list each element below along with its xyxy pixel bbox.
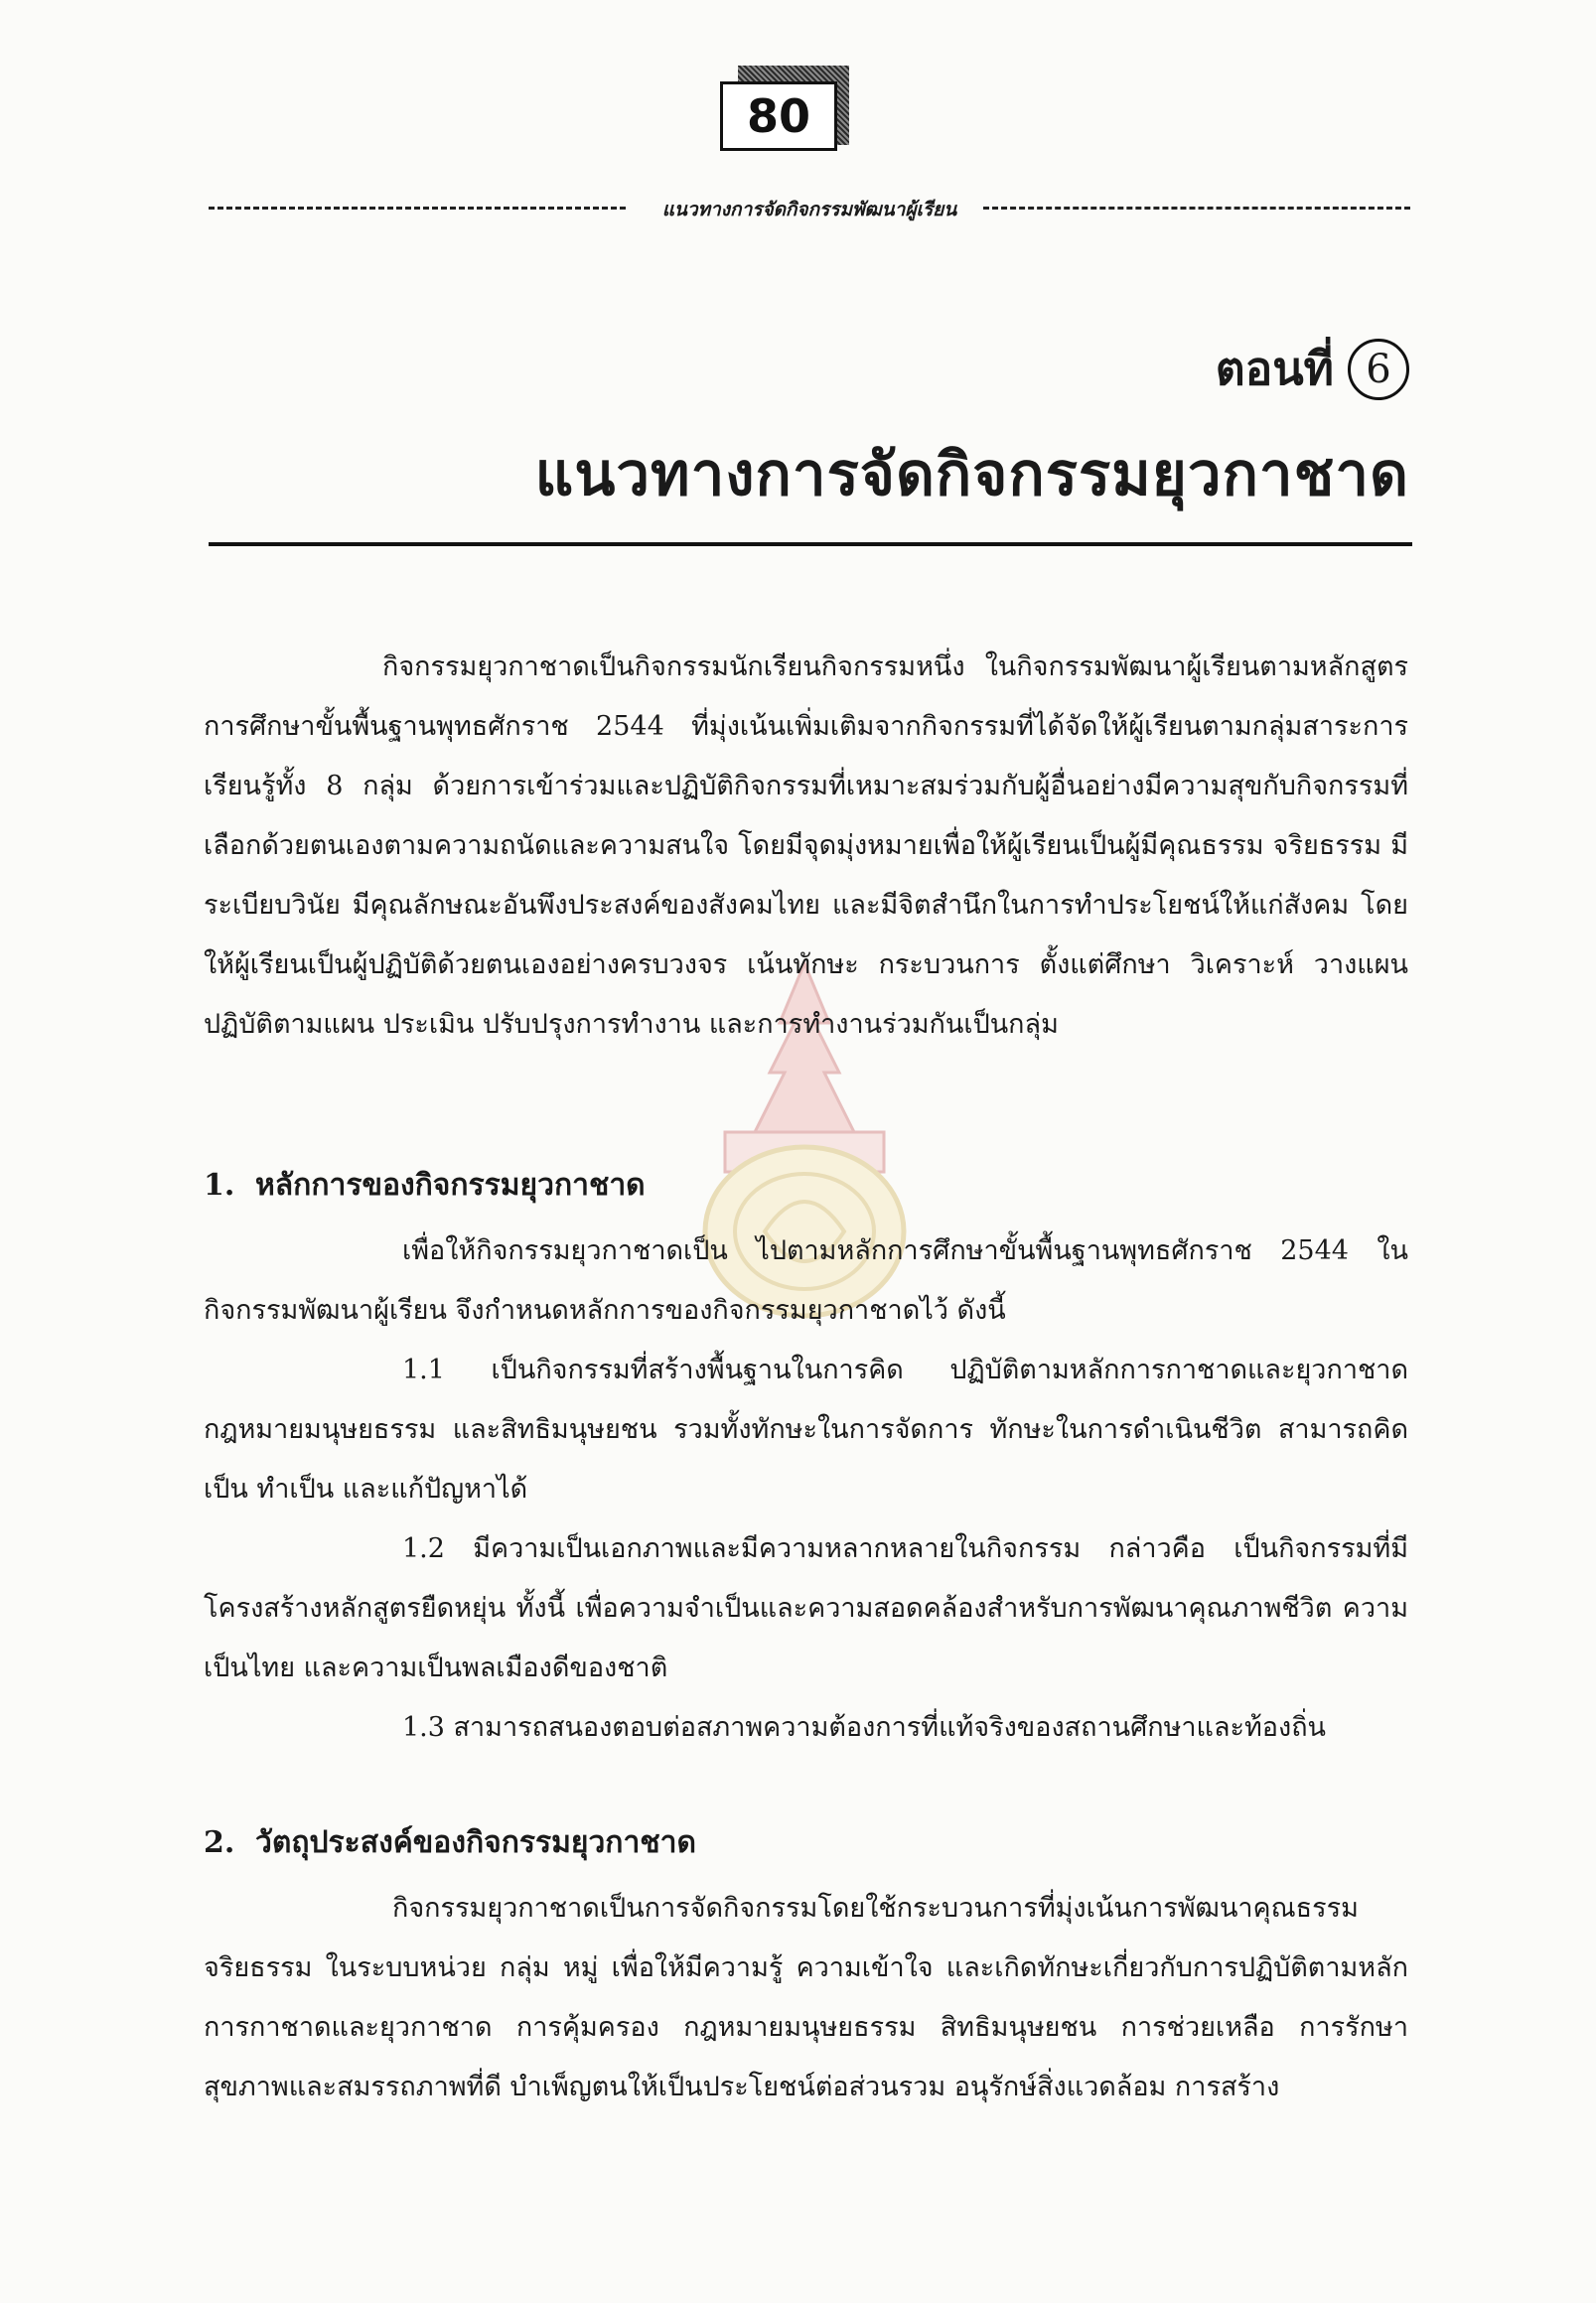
running-header-title: แนวทางการจัดกิจกรรมพัฒนาผู้เรียน: [661, 199, 957, 220]
section-2-paragraph: กิจกรรมยุวกาชาดเป็นการจัดกิจกรรมโดยใช้กระบวนการที่มุ่งเน้นการพัฒนาคุณธรรม จริยธรรม ในระบบหน่วย กลุ่ม หมู่ เพื่อให้มีความรู้ ความเข้าใจ และเกิดทักษะเกี่ยวกับการปฏิบัติตามหลักการกาชาดและยุวกาชาด การคุ้มครอง กฎหมายมนุษยธรรม สิทธิมนุษยชน การช่วยเหลือ การรักษาสุขภาพและสมรรถภาพที่ดี บำเพ็ญตนให้เป็นประโยชน์ต่อส่วนรวม อนุรักษ์สิ่งแวดล้อม การสร้าง: [204, 1893, 1408, 2102]
section-1-intro: เพื่อให้กิจกรรมยุวกาชาดเป็น ไปตามหลักการศึกษาขั้นพื้นฐานพุทธศักราช 2544 ในกิจกรรมพัฒนาผู้เรียน จึงกำหนดหลักการของกิจกรรมยุวกาชาดไว้ ดังนี้: [204, 1235, 1408, 1326]
episode-label: [1216, 333, 1409, 405]
section-2-title: วัตถุประสงค์ของกิจกรรมยุวกาชาด: [255, 1825, 696, 1860]
episode-number-circle: 6: [1348, 339, 1409, 400]
section-1-item-3: 1.3 สามารถสนองตอบต่อสภาพความต้องการที่แท้จริงของสถานศึกษาและท้องถิ่น: [402, 1712, 1327, 1743]
section-2-heading: [204, 1819, 696, 1866]
header-rule-right: [983, 207, 1410, 210]
chapter-title: แนวทางการจัดกิจกรรมยุวกาชาด: [534, 440, 1409, 509]
title-underline: [209, 542, 1412, 546]
section-1-number: 1.: [204, 1168, 235, 1203]
running-header: [209, 195, 1410, 220]
intro-paragraph: กิจกรรมยุวกาชาดเป็นกิจกรรมนักเรียนกิจกรรมหนึ่ง ในกิจกรรมพัฒนาผู้เรียนตามหลักสูตรการศึกษาขั้นพื้นฐานพุทธศักราช 2544 ที่มุ่งเน้นเพิ่มเติมจากกิจกรรมที่ได้จัดให้ผู้เรียนตามกลุ่มสาระการเรียนรู้ทั้ง 8 กลุ่ม ด้วยการเข้าร่วมและปฏิบัติกิจกรรมที่เหมาะสมร่วมกับผู้อื่นอย่างมีความสุขกับกิจกรรมที่เลือกด้วยตนเองตามความถนัดและความสนใจ โดยมีจุดมุ่งหมายเพื่อให้ผู้เรียนเป็นผู้มีคุณธรรม จริยธรรม มีระเบียบวินัย มีคุณลักษณะอันพึงประสงค์ของสังคมไทย และมีจิตสำนึกในการทำประโยชน์ให้แก่สังคม โดยให้ผู้เรียนเป็นผู้ปฏิบัติด้วยตนเองอย่างครบวงจร เน้นทักษะ กระบวนการ ตั้งแต่ศึกษา วิเคราะห์ วางแผน ปฏิบัติตามแผน ประเมิน ปรับปรุงการทำงาน และการทำงานร่วมกันเป็นกลุ่ม: [204, 651, 1408, 1040]
episode-text: ตอนที่: [1215, 342, 1334, 395]
section-1-item-2: 1.2 มีความเป็นเอกภาพและมีความหลากหลายในกิจกรรม กล่าวคือ เป็นกิจกรรมที่มีโครงสร้างหลักสูตรยืดหยุ่น ทั้งนี้ เพื่อความจำเป็นและความสอดคล้องสำหรับการพัฒนาคุณภาพชีวิต ความเป็นไทย และความเป็นพลเมืองดีของชาติ: [204, 1533, 1408, 1683]
section-2-number: 2.: [204, 1825, 235, 1860]
header-rule-left: [209, 207, 626, 210]
section-1-title: หลักการของกิจกรรมยุวกาชาด: [255, 1168, 646, 1203]
page-number: 80: [720, 81, 837, 151]
section-1-heading: [204, 1162, 646, 1209]
section-1-item-1: 1.1 เป็นกิจกรรมที่สร้างพื้นฐานในการคิด ปฏิบัติตามหลักการกาชาดและยุวกาชาด กฎหมายมนุษยธรรม และสิทธิมนุษยชน รวมทั้งทักษะในการจัดการ ทักษะในการดำเนินชีวิต สามารถคิดเป็น ทำเป็น และแก้ปัญหาได้: [204, 1355, 1408, 1505]
page-number-block: [720, 66, 859, 153]
